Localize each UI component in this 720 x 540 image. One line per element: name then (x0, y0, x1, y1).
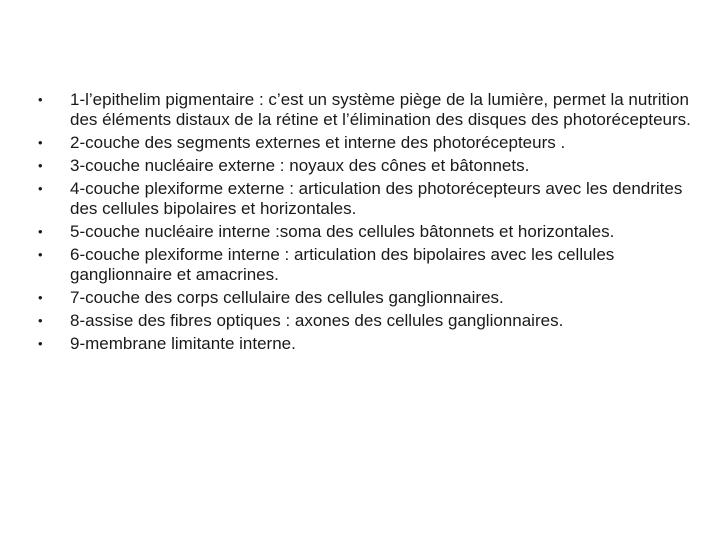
bullet-icon: • (38, 313, 43, 328)
bullet-icon: • (38, 181, 43, 196)
list-item (38, 311, 698, 331)
list-item-text: 8-assise des fibres optiques : axones des cellules ganglionnaires. (70, 311, 564, 330)
bullet-icon: • (38, 135, 43, 150)
list-item (38, 90, 698, 130)
list-item (38, 133, 698, 153)
list-item-text: 2-couche des segments externes et interne des photorécepteurs . (70, 133, 566, 152)
bullet-icon: • (38, 92, 43, 107)
bullet-icon: • (38, 336, 43, 351)
bullet-icon: • (38, 247, 43, 262)
bullet-icon: • (38, 158, 43, 173)
list-item (38, 156, 698, 176)
list-item-text: 1-l’epithelim pigmentaire : c’est un système piège de la lumière, permet la nutrition des éléments distaux de la rétine et l’élimination des disques des photorécepteurs. (70, 90, 691, 129)
list-item (38, 288, 698, 308)
list-item-text: 3-couche nucléaire externe : noyaux des cônes et bâtonnets. (70, 156, 530, 175)
bullet-icon: • (38, 224, 43, 239)
list-item-text: 7-couche des corps cellulaire des cellules ganglionnaires. (70, 288, 504, 307)
bullet-list (38, 90, 698, 357)
list-item (38, 334, 698, 354)
list-item (38, 245, 698, 285)
list-item-text: 6-couche plexiforme interne : articulation des bipolaires avec les cellules ganglionnaire et amacrines. (70, 245, 615, 284)
list-item-text: 4-couche plexiforme externe : articulation des photorécepteurs avec les dendrites des cellules bipolaires et horizontales. (70, 179, 683, 218)
list-item (38, 179, 698, 219)
list-item-text: 9-membrane limitante interne. (70, 334, 296, 353)
bullet-icon: • (38, 290, 43, 305)
list-item (38, 222, 698, 242)
list-item-text: 5-couche nucléaire interne :soma des cellules bâtonnets et horizontales. (70, 222, 615, 241)
